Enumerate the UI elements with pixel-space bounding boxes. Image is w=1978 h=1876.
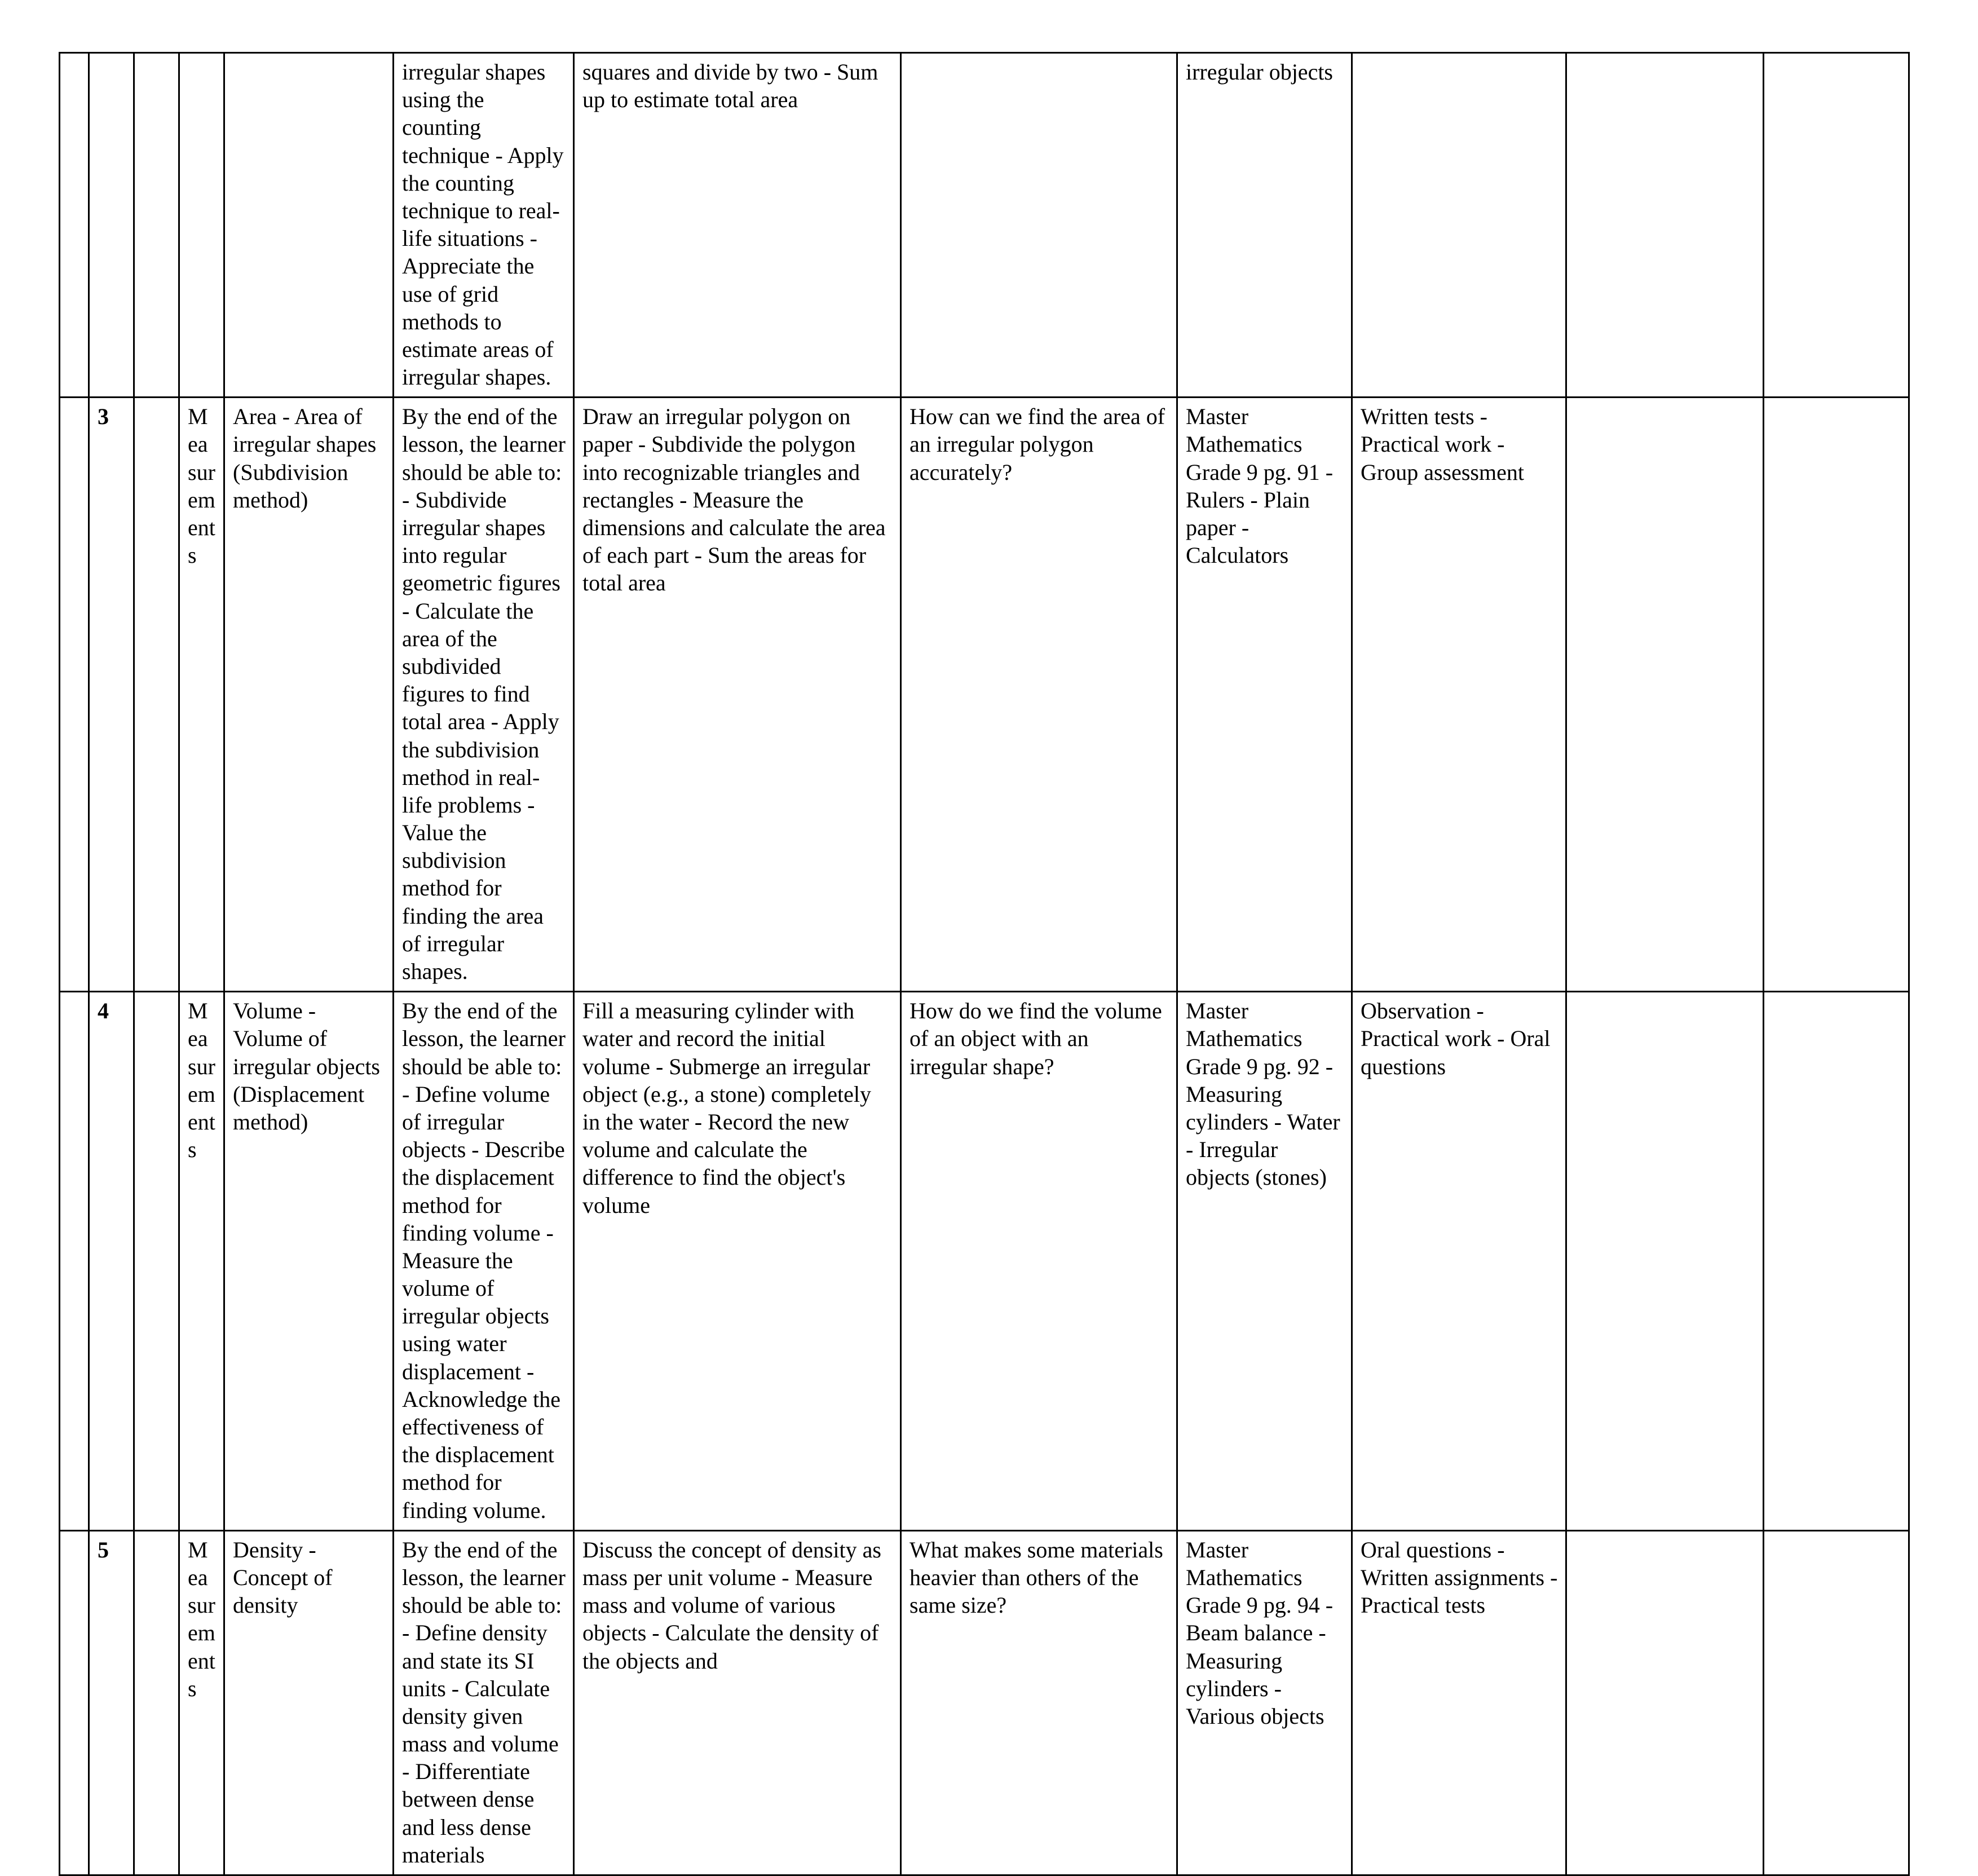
cell-learning-outcomes: irregular shapes using the counting technique - Apply the counting technique to real-life situations - Appreciate the use of grid methods to estimate areas of irregular shapes. [394,53,574,398]
table-row [60,992,1909,1531]
cell-week [60,1530,89,1875]
cell-strand-spacer [134,992,179,1531]
table-row [60,398,1909,992]
cell-learning-outcomes: By the end of the lesson, the learner should be able to: - Define volume of irregular objects - Describe the displacement method for finding volume - Measure the volume of irregular objects using water displacement - Acknowledge the effectiveness of the displacement method for finding volume. [394,992,574,1531]
cell-substrand [224,53,394,398]
cell-week [60,398,89,992]
cell-strand-spacer [134,1530,179,1875]
cell-assessment [1352,53,1566,398]
cell-substrand: Area - Area of irregular shapes (Subdivision method) [224,398,394,992]
cell-week [60,53,89,398]
cell-resources: irregular objects [1177,53,1352,398]
cell-learning-experiences: Fill a measuring cylinder with water and record the initial volume - Submerge an irregular object (e.g., a stone) completely in the water - Record the new volume and calculate the difference to find the object's volume [574,992,901,1531]
cell-substrand: Density - Concept of density [224,1530,394,1875]
cell-strand: Measurements [179,992,224,1531]
cell-substrand: Volume - Volume of irregular objects (Displacement method) [224,992,394,1531]
cell-key-inquiry: How can we find the area of an irregular polygon accurately? [901,398,1177,992]
cell-learning-experiences: Discuss the concept of density as mass per unit volume - Measure mass and volume of various objects - Calculate the density of the objects and [574,1530,901,1875]
cell-learning-outcomes: By the end of the lesson, the learner should be able to: - Subdivide irregular shapes into regular geometric figures - Calculate the area of the subdivided figures to find total area - Apply the subdivision method in real-life problems - Value the subdivision method for finding the area of irregular shapes. [394,398,574,992]
cell-strand: Measurements [179,1530,224,1875]
table-row [60,53,1909,398]
cell-strand: Measurements [179,398,224,992]
cell-substrand-narrow [179,53,224,398]
cell-strand [134,53,179,398]
cell-resources: Master Mathematics Grade 9 pg. 91 - Rulers - Plain paper - Calculators [1177,398,1352,992]
scheme-of-work-table [59,52,1910,1876]
cell-reflection [1566,53,1764,398]
cell-assessment: Written tests - Practical work - Group assessment [1352,398,1566,992]
cell-extra [1764,992,1909,1531]
cell-reflection [1566,398,1764,992]
cell-week [60,992,89,1531]
cell-learning-experiences: Draw an irregular polygon on paper - Subdivide the polygon into recognizable triangles and rectangles - Measure the dimensions and calculate the area of each part - Sum the areas for total area [574,398,901,992]
cell-extra [1764,53,1909,398]
cell-resources: Master Mathematics Grade 9 pg. 94 - Beam balance - Measuring cylinders - Various objects [1177,1530,1352,1875]
cell-key-inquiry: What makes some materials heavier than others of the same size? [901,1530,1177,1875]
cell-extra [1764,1530,1909,1875]
cell-reflection [1566,992,1764,1531]
cell-learning-experiences: squares and divide by two - Sum up to estimate total area [574,53,901,398]
cell-assessment: Oral questions - Written assignments - Practical tests [1352,1530,1566,1875]
cell-lesson: 5 [89,1530,134,1875]
cell-lesson: 4 [89,992,134,1531]
cell-lesson [89,53,134,398]
cell-learning-outcomes: By the end of the lesson, the learner should be able to: - Define density and state its SI units - Calculate density given mass and volume - Differentiate between dense and less dense materials [394,1530,574,1875]
cell-extra [1764,398,1909,992]
cell-key-inquiry: How do we find the volume of an object with an irregular shape? [901,992,1177,1531]
cell-lesson: 3 [89,398,134,992]
cell-assessment: Observation - Practical work - Oral questions [1352,992,1566,1531]
cell-resources: Master Mathematics Grade 9 pg. 92 - Measuring cylinders - Water - Irregular objects (stones) [1177,992,1352,1531]
table-row [60,1530,1909,1875]
cell-strand-spacer [134,398,179,992]
cell-key-inquiry [901,53,1177,398]
cell-reflection [1566,1530,1764,1875]
